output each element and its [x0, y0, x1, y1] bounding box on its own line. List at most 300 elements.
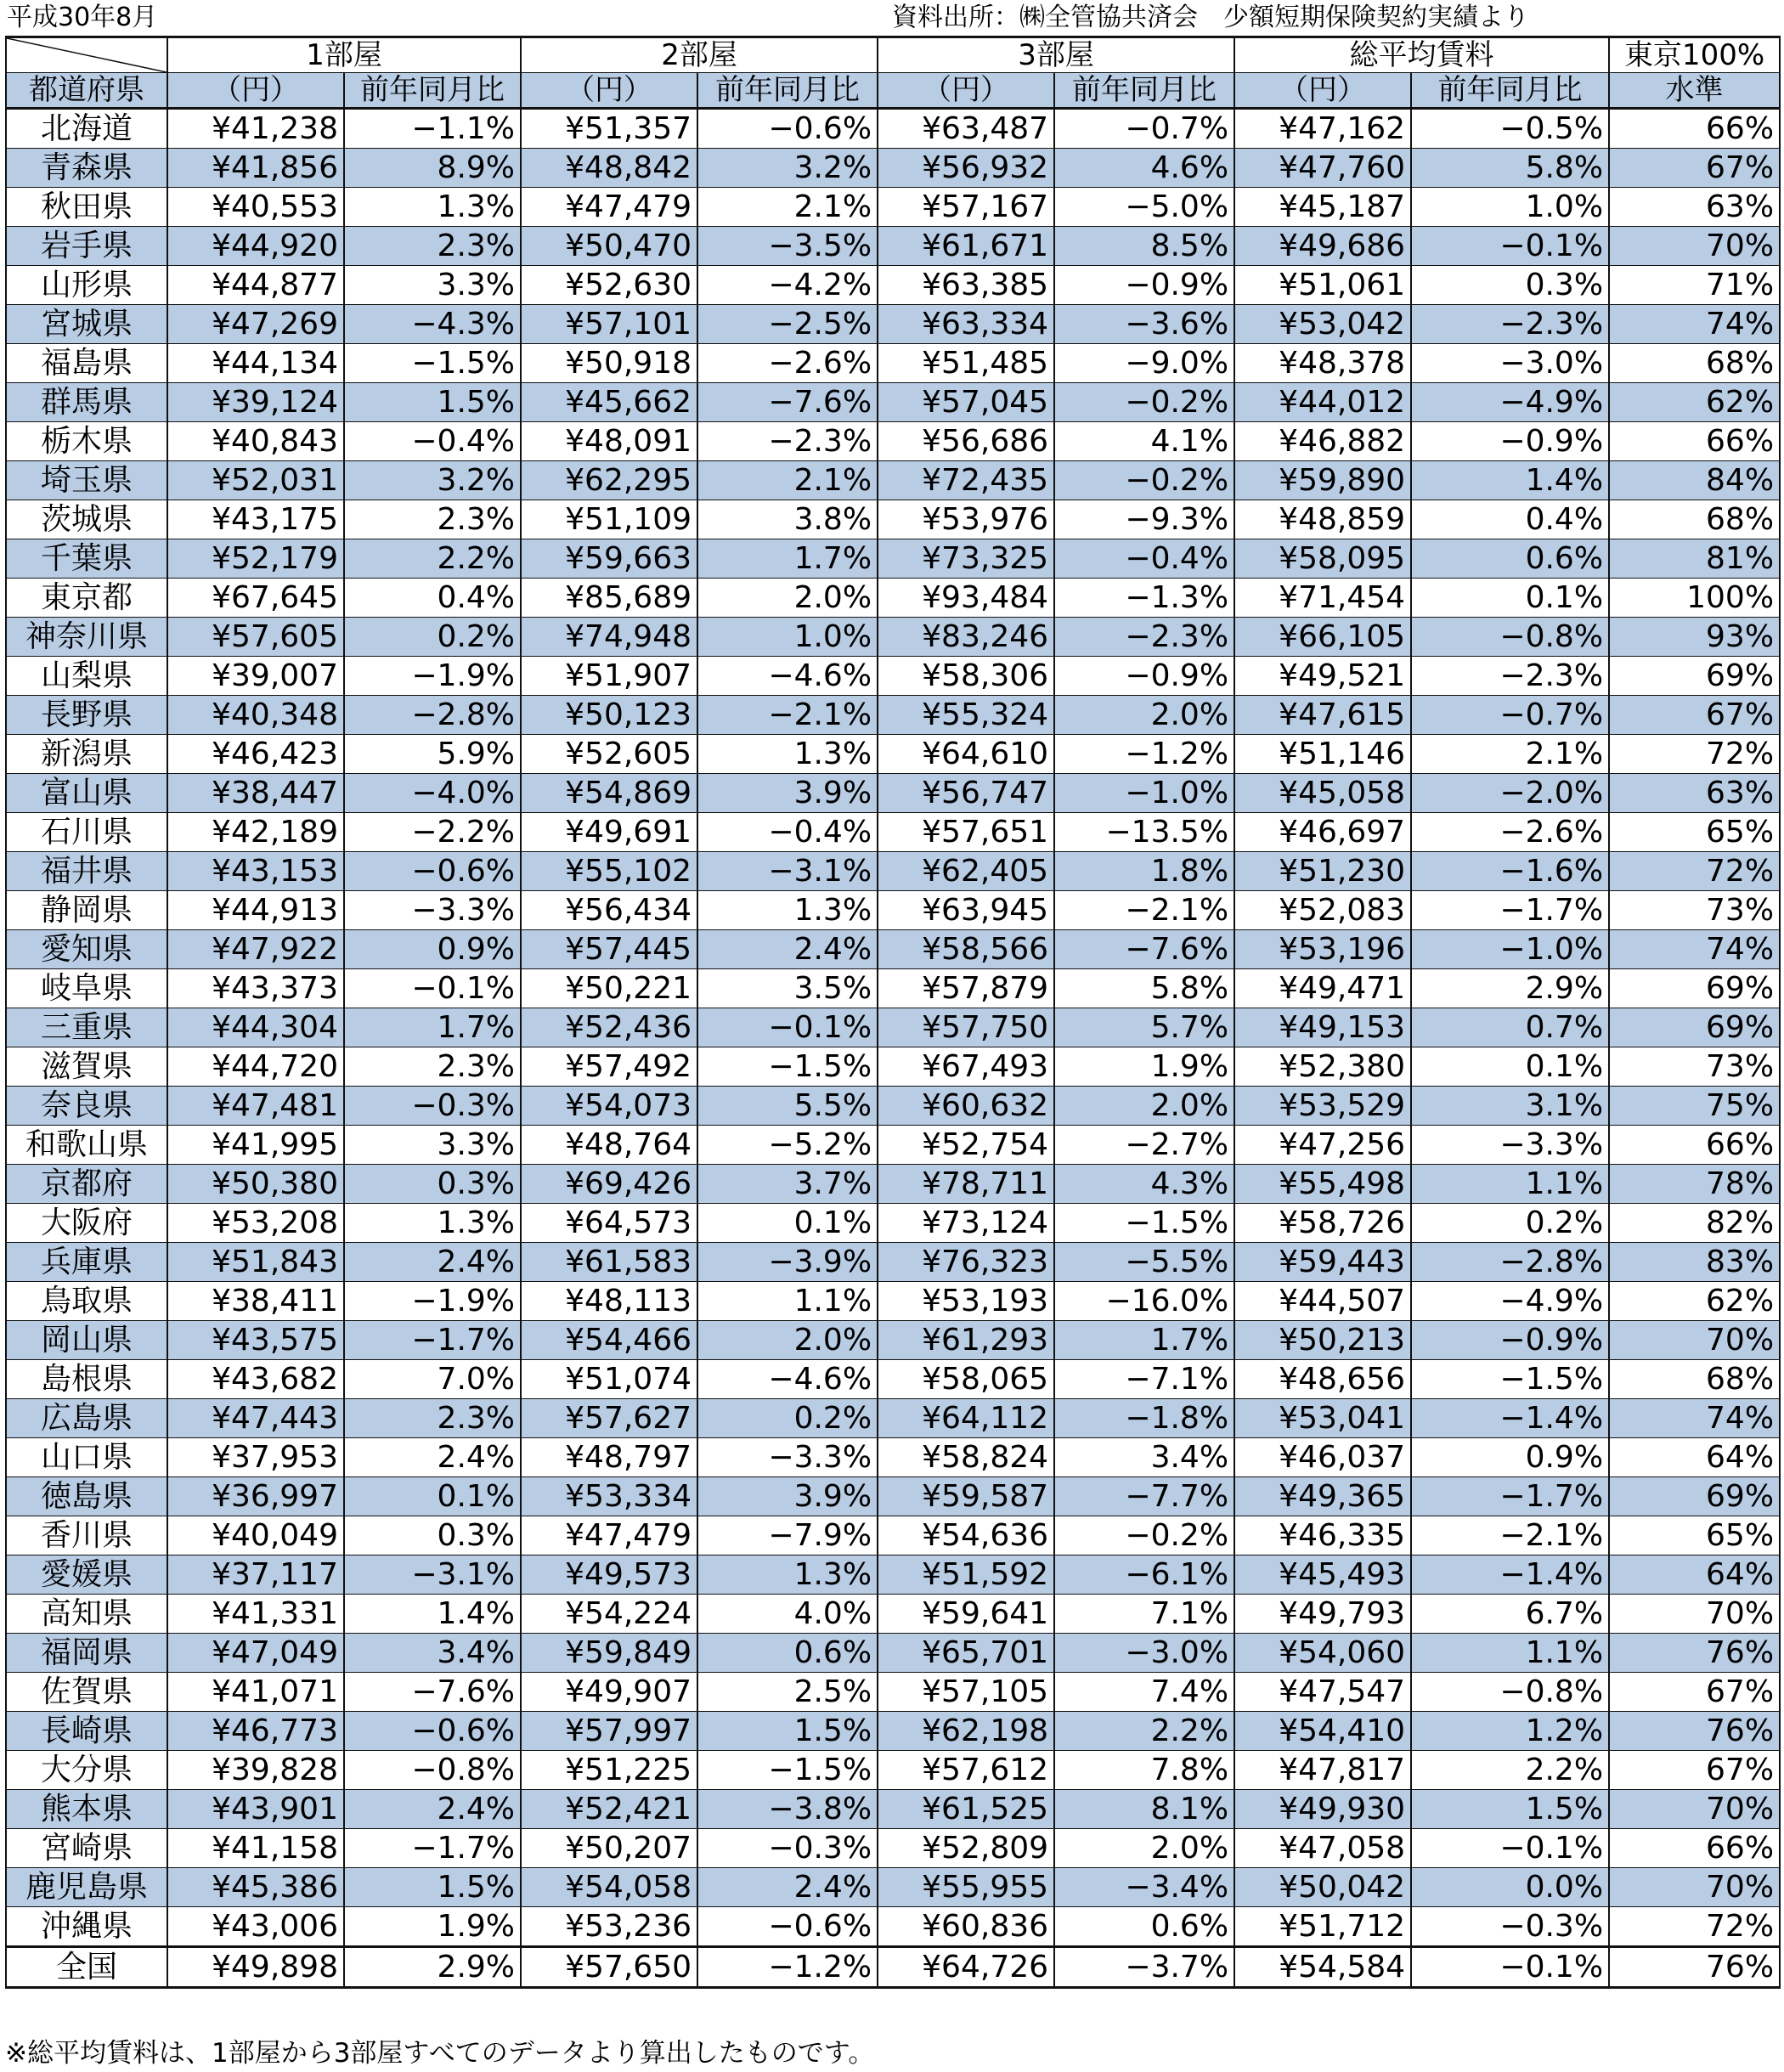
value-cell: −2.7%: [1054, 1126, 1234, 1165]
column-header: 前年同月比: [1411, 73, 1609, 109]
value-cell: ¥76,323: [878, 1243, 1054, 1282]
table-row: [6, 1047, 1780, 1087]
value-cell: 5.7%: [1054, 1008, 1234, 1047]
value-cell: ¥57,445: [521, 930, 697, 969]
value-cell: ¥61,671: [878, 227, 1054, 266]
value-cell: −3.8%: [697, 1790, 878, 1829]
value-cell: 76%: [1609, 1947, 1780, 1988]
value-cell: −2.3%: [1411, 657, 1609, 696]
value-cell: 2.3%: [344, 1399, 521, 1438]
value-cell: 2.0%: [1054, 696, 1234, 735]
prefecture-cell: 山梨県: [6, 657, 167, 696]
value-cell: ¥47,479: [521, 188, 697, 227]
value-cell: 7.8%: [1054, 1751, 1234, 1790]
value-cell: 0.1%: [344, 1477, 521, 1516]
value-cell: 66%: [1609, 1126, 1780, 1165]
value-cell: 2.0%: [1054, 1829, 1234, 1868]
value-cell: 82%: [1609, 1204, 1780, 1243]
value-cell: ¥41,995: [167, 1126, 344, 1165]
prefecture-cell: 奈良県: [6, 1087, 167, 1126]
value-cell: 2.4%: [344, 1438, 521, 1477]
value-cell: ¥83,246: [878, 618, 1054, 657]
value-cell: ¥56,747: [878, 774, 1054, 813]
value-cell: −0.1%: [344, 969, 521, 1008]
value-cell: 72%: [1609, 852, 1780, 891]
value-cell: −4.0%: [344, 774, 521, 813]
value-cell: −4.2%: [697, 266, 878, 305]
value-cell: −1.9%: [344, 657, 521, 696]
table-row: [6, 696, 1780, 735]
prefecture-cell: 茨城県: [6, 500, 167, 539]
prefecture-cell: 愛知県: [6, 930, 167, 969]
table-row: [6, 1673, 1780, 1712]
value-cell: −0.1%: [1411, 1947, 1609, 1988]
value-cell: −6.1%: [1054, 1555, 1234, 1595]
value-cell: ¥55,498: [1234, 1165, 1411, 1204]
value-cell: −0.4%: [697, 813, 878, 852]
value-cell: ¥53,529: [1234, 1087, 1411, 1126]
value-cell: ¥51,843: [167, 1243, 344, 1282]
value-cell: 1.4%: [1411, 461, 1609, 500]
value-cell: 1.0%: [1411, 188, 1609, 227]
value-cell: 1.9%: [1054, 1047, 1234, 1087]
value-cell: −3.1%: [697, 852, 878, 891]
value-cell: ¥46,423: [167, 735, 344, 774]
value-cell: −4.6%: [697, 657, 878, 696]
value-cell: 2.4%: [344, 1790, 521, 1829]
value-cell: −1.4%: [1411, 1555, 1609, 1595]
value-cell: 70%: [1609, 1790, 1780, 1829]
value-cell: 69%: [1609, 969, 1780, 1008]
value-cell: 1.5%: [697, 1712, 878, 1751]
value-cell: ¥46,697: [1234, 813, 1411, 852]
prefecture-cell: 京都府: [6, 1165, 167, 1204]
value-cell: ¥65,701: [878, 1634, 1054, 1673]
footnote: ※総平均賃料は、1部屋から3部屋すべてのデータより算出したものです。: [5, 2038, 875, 2069]
prefecture-cell: 香川県: [6, 1516, 167, 1555]
value-cell: ¥48,656: [1234, 1360, 1411, 1399]
table-row: [6, 657, 1780, 696]
value-cell: −3.1%: [344, 1555, 521, 1595]
value-cell: ¥50,123: [521, 696, 697, 735]
prefecture-cell: 富山県: [6, 774, 167, 813]
prefecture-cell: 長崎県: [6, 1712, 167, 1751]
value-cell: ¥43,682: [167, 1360, 344, 1399]
prefecture-cell: 大阪府: [6, 1204, 167, 1243]
value-cell: −3.9%: [697, 1243, 878, 1282]
value-cell: 63%: [1609, 774, 1780, 813]
value-cell: ¥55,324: [878, 696, 1054, 735]
value-cell: 70%: [1609, 1595, 1780, 1634]
column-header: （円）: [167, 73, 344, 109]
value-cell: 1.9%: [344, 1907, 521, 1947]
table-row: [6, 618, 1780, 657]
value-cell: ¥59,663: [521, 539, 697, 579]
prefecture-cell: 大分県: [6, 1751, 167, 1790]
prefecture-cell: 岩手県: [6, 227, 167, 266]
value-cell: −3.3%: [1411, 1126, 1609, 1165]
value-cell: 4.0%: [697, 1595, 878, 1634]
table-row: [6, 1516, 1780, 1555]
value-cell: ¥47,615: [1234, 696, 1411, 735]
value-cell: ¥57,879: [878, 969, 1054, 1008]
value-cell: 2.1%: [697, 188, 878, 227]
value-cell: ¥56,686: [878, 422, 1054, 461]
value-cell: ¥48,764: [521, 1126, 697, 1165]
prefecture-cell: 鹿児島県: [6, 1868, 167, 1907]
prefecture-cell: 福岡県: [6, 1634, 167, 1673]
value-cell: −0.2%: [1054, 461, 1234, 500]
value-cell: ¥40,049: [167, 1516, 344, 1555]
value-cell: 68%: [1609, 344, 1780, 383]
value-cell: 84%: [1609, 461, 1780, 500]
value-cell: 2.5%: [697, 1673, 878, 1712]
value-cell: ¥54,466: [521, 1321, 697, 1360]
value-cell: ¥44,920: [167, 227, 344, 266]
value-cell: ¥50,221: [521, 969, 697, 1008]
value-cell: 1.5%: [344, 1868, 521, 1907]
value-cell: 0.4%: [344, 579, 521, 618]
table-row: [6, 1360, 1780, 1399]
value-cell: −7.6%: [344, 1673, 521, 1712]
table-row: [6, 1243, 1780, 1282]
value-cell: ¥57,997: [521, 1712, 697, 1751]
value-cell: ¥64,610: [878, 735, 1054, 774]
table-row: [6, 1907, 1780, 1947]
value-cell: 0.6%: [697, 1634, 878, 1673]
value-cell: 1.4%: [344, 1595, 521, 1634]
value-cell: ¥49,898: [167, 1947, 344, 1988]
value-cell: 1.1%: [1411, 1634, 1609, 1673]
table-row: [6, 500, 1780, 539]
value-cell: 69%: [1609, 1477, 1780, 1516]
prefecture-cell: 栃木県: [6, 422, 167, 461]
table-row: [6, 774, 1780, 813]
value-cell: −16.0%: [1054, 1282, 1234, 1321]
value-cell: ¥61,525: [878, 1790, 1054, 1829]
value-cell: ¥74,948: [521, 618, 697, 657]
value-cell: ¥54,224: [521, 1595, 697, 1634]
value-cell: ¥45,493: [1234, 1555, 1411, 1595]
value-cell: ¥55,102: [521, 852, 697, 891]
value-cell: −3.7%: [1054, 1947, 1234, 1988]
value-cell: −1.7%: [1411, 1477, 1609, 1516]
value-cell: −4.6%: [697, 1360, 878, 1399]
value-cell: −2.2%: [344, 813, 521, 852]
value-cell: ¥51,907: [521, 657, 697, 696]
value-cell: 67%: [1609, 696, 1780, 735]
value-cell: ¥53,041: [1234, 1399, 1411, 1438]
table-row: [6, 1008, 1780, 1047]
prefecture-cell: 愛媛県: [6, 1555, 167, 1595]
value-cell: 3.9%: [697, 1477, 878, 1516]
value-cell: ¥48,859: [1234, 500, 1411, 539]
value-cell: ¥53,042: [1234, 305, 1411, 344]
value-cell: ¥38,447: [167, 774, 344, 813]
value-cell: 1.5%: [344, 383, 521, 422]
value-cell: 1.3%: [344, 188, 521, 227]
value-cell: 70%: [1609, 1321, 1780, 1360]
value-cell: −0.3%: [697, 1829, 878, 1868]
value-cell: 7.1%: [1054, 1595, 1234, 1634]
table-row: [6, 1829, 1780, 1868]
prefecture-cell: 福島県: [6, 344, 167, 383]
value-cell: 74%: [1609, 1399, 1780, 1438]
value-cell: 67%: [1609, 1673, 1780, 1712]
table-row: [6, 930, 1780, 969]
value-cell: −0.6%: [344, 852, 521, 891]
value-cell: ¥62,295: [521, 461, 697, 500]
value-cell: −9.0%: [1054, 344, 1234, 383]
prefecture-cell: 高知県: [6, 1595, 167, 1634]
value-cell: 0.3%: [344, 1165, 521, 1204]
value-cell: 69%: [1609, 1008, 1780, 1047]
table-row: [6, 461, 1780, 500]
value-cell: ¥57,492: [521, 1047, 697, 1087]
value-cell: ¥63,385: [878, 266, 1054, 305]
value-cell: −3.3%: [344, 891, 521, 930]
value-cell: −5.2%: [697, 1126, 878, 1165]
value-cell: −1.6%: [1411, 852, 1609, 891]
value-cell: 8.1%: [1054, 1790, 1234, 1829]
value-cell: 3.5%: [697, 969, 878, 1008]
value-cell: ¥45,386: [167, 1868, 344, 1907]
value-cell: ¥52,605: [521, 735, 697, 774]
prefecture-cell: 新潟県: [6, 735, 167, 774]
value-cell: ¥43,175: [167, 500, 344, 539]
value-cell: ¥63,487: [878, 109, 1054, 149]
value-cell: 1.5%: [1411, 1790, 1609, 1829]
value-cell: 0.1%: [697, 1204, 878, 1243]
value-cell: ¥54,869: [521, 774, 697, 813]
group-header: 3部屋: [878, 37, 1234, 73]
value-cell: 62%: [1609, 1282, 1780, 1321]
value-cell: 0.7%: [1411, 1008, 1609, 1047]
value-cell: 3.3%: [344, 1126, 521, 1165]
prefecture-cell: 岡山県: [6, 1321, 167, 1360]
table-row: [6, 344, 1780, 383]
value-cell: −0.9%: [1054, 657, 1234, 696]
value-cell: 2.2%: [344, 539, 521, 579]
value-cell: ¥51,230: [1234, 852, 1411, 891]
value-cell: ¥57,627: [521, 1399, 697, 1438]
value-cell: 70%: [1609, 227, 1780, 266]
value-cell: −2.3%: [697, 422, 878, 461]
value-cell: 3.8%: [697, 500, 878, 539]
column-header: 水準: [1609, 73, 1780, 109]
value-cell: ¥46,882: [1234, 422, 1411, 461]
group-header: 東京100%: [1609, 37, 1780, 73]
value-cell: ¥45,662: [521, 383, 697, 422]
value-cell: ¥59,587: [878, 1477, 1054, 1516]
prefecture-cell: 山形県: [6, 266, 167, 305]
value-cell: ¥57,750: [878, 1008, 1054, 1047]
value-cell: ¥49,471: [1234, 969, 1411, 1008]
value-cell: ¥50,470: [521, 227, 697, 266]
value-cell: 0.6%: [1054, 1907, 1234, 1947]
value-cell: 0.2%: [344, 618, 521, 657]
value-cell: ¥38,411: [167, 1282, 344, 1321]
value-cell: 0.9%: [1411, 1438, 1609, 1477]
value-cell: ¥41,071: [167, 1673, 344, 1712]
value-cell: ¥53,334: [521, 1477, 697, 1516]
value-cell: ¥64,112: [878, 1399, 1054, 1438]
value-cell: 1.1%: [697, 1282, 878, 1321]
value-cell: −3.5%: [697, 227, 878, 266]
value-cell: ¥69,426: [521, 1165, 697, 1204]
prefecture-cell: 広島県: [6, 1399, 167, 1438]
value-cell: ¥58,065: [878, 1360, 1054, 1399]
value-cell: ¥52,083: [1234, 891, 1411, 930]
value-cell: −0.1%: [697, 1008, 878, 1047]
table-row: [6, 891, 1780, 930]
table-body: [6, 109, 1780, 1988]
value-cell: ¥46,335: [1234, 1516, 1411, 1555]
value-cell: ¥93,484: [878, 579, 1054, 618]
value-cell: ¥39,124: [167, 383, 344, 422]
prefecture-cell: 宮城県: [6, 305, 167, 344]
value-cell: 70%: [1609, 1868, 1780, 1907]
value-cell: −1.1%: [344, 109, 521, 149]
value-cell: 4.1%: [1054, 422, 1234, 461]
value-cell: ¥52,179: [167, 539, 344, 579]
table-row: [6, 1282, 1780, 1321]
value-cell: ¥57,167: [878, 188, 1054, 227]
value-cell: ¥51,225: [521, 1751, 697, 1790]
value-cell: ¥47,256: [1234, 1126, 1411, 1165]
value-cell: 0.3%: [344, 1516, 521, 1555]
value-cell: 5.8%: [1054, 969, 1234, 1008]
value-cell: ¥58,824: [878, 1438, 1054, 1477]
value-cell: ¥42,189: [167, 813, 344, 852]
value-cell: ¥54,060: [1234, 1634, 1411, 1673]
value-cell: ¥47,547: [1234, 1673, 1411, 1712]
value-cell: 1.3%: [697, 1555, 878, 1595]
value-cell: ¥67,493: [878, 1047, 1054, 1087]
group-header: 1部屋: [167, 37, 521, 73]
value-cell: ¥52,031: [167, 461, 344, 500]
value-cell: 8.5%: [1054, 227, 1234, 266]
value-cell: −0.7%: [1411, 696, 1609, 735]
value-cell: −0.5%: [1411, 109, 1609, 149]
value-cell: −0.2%: [1054, 1516, 1234, 1555]
value-cell: −3.6%: [1054, 305, 1234, 344]
value-cell: −1.3%: [1054, 579, 1234, 618]
diagonal-line: [7, 38, 167, 72]
value-cell: −0.6%: [697, 1907, 878, 1947]
value-cell: ¥62,198: [878, 1712, 1054, 1751]
value-cell: −0.4%: [344, 422, 521, 461]
title-bar: [0, 0, 1784, 36]
value-cell: ¥39,828: [167, 1751, 344, 1790]
value-cell: ¥43,373: [167, 969, 344, 1008]
value-cell: −4.9%: [1411, 1282, 1609, 1321]
value-cell: 69%: [1609, 657, 1780, 696]
value-cell: −2.5%: [697, 305, 878, 344]
value-cell: 2.9%: [1411, 969, 1609, 1008]
value-cell: 76%: [1609, 1634, 1780, 1673]
value-cell: −7.6%: [1054, 930, 1234, 969]
column-header: （円）: [878, 73, 1054, 109]
value-cell: ¥54,058: [521, 1868, 697, 1907]
table-row: [6, 227, 1780, 266]
value-cell: ¥44,507: [1234, 1282, 1411, 1321]
value-cell: −2.0%: [1411, 774, 1609, 813]
value-cell: ¥52,421: [521, 1790, 697, 1829]
value-cell: −1.7%: [344, 1321, 521, 1360]
value-cell: 0.9%: [344, 930, 521, 969]
value-cell: ¥57,650: [521, 1947, 697, 1988]
value-cell: ¥51,074: [521, 1360, 697, 1399]
prefecture-cell: 佐賀県: [6, 1673, 167, 1712]
value-cell: −1.2%: [697, 1947, 878, 1988]
value-cell: ¥61,293: [878, 1321, 1054, 1360]
column-header: （円）: [1234, 73, 1411, 109]
value-cell: ¥60,632: [878, 1087, 1054, 1126]
value-cell: ¥40,553: [167, 188, 344, 227]
prefecture-cell: 青森県: [6, 149, 167, 188]
value-cell: ¥52,754: [878, 1126, 1054, 1165]
value-cell: −3.0%: [1411, 344, 1609, 383]
value-cell: ¥46,037: [1234, 1438, 1411, 1477]
prefecture-cell: 熊本県: [6, 1790, 167, 1829]
value-cell: −1.9%: [344, 1282, 521, 1321]
value-cell: −0.2%: [1054, 383, 1234, 422]
value-cell: −2.3%: [1411, 305, 1609, 344]
value-cell: ¥53,208: [167, 1204, 344, 1243]
column-header: 前年同月比: [1054, 73, 1234, 109]
value-cell: ¥52,630: [521, 266, 697, 305]
value-cell: −0.1%: [1411, 1829, 1609, 1868]
value-cell: ¥36,997: [167, 1477, 344, 1516]
value-cell: ¥58,306: [878, 657, 1054, 696]
value-cell: −4.9%: [1411, 383, 1609, 422]
value-cell: ¥41,158: [167, 1829, 344, 1868]
value-cell: −1.0%: [1054, 774, 1234, 813]
data-source: 資料出所：㈱全管協共済会 少額短期保険契約実績より: [892, 3, 1529, 32]
value-cell: ¥57,612: [878, 1751, 1054, 1790]
value-cell: ¥63,334: [878, 305, 1054, 344]
value-cell: 1.0%: [697, 618, 878, 657]
value-cell: 3.1%: [1411, 1087, 1609, 1126]
value-cell: ¥57,045: [878, 383, 1054, 422]
value-cell: −9.3%: [1054, 500, 1234, 539]
value-cell: 2.1%: [1411, 735, 1609, 774]
table-row: [6, 305, 1780, 344]
value-cell: ¥44,304: [167, 1008, 344, 1047]
value-cell: ¥44,877: [167, 266, 344, 305]
prefecture-cell: 北海道: [6, 109, 167, 149]
prefecture-cell: 埼玉県: [6, 461, 167, 500]
value-cell: ¥64,726: [878, 1947, 1054, 1988]
table-row: [6, 1555, 1780, 1595]
value-cell: −5.5%: [1054, 1243, 1234, 1282]
value-cell: ¥56,932: [878, 149, 1054, 188]
value-cell: ¥39,007: [167, 657, 344, 696]
value-cell: 2.3%: [344, 500, 521, 539]
value-cell: 76%: [1609, 1712, 1780, 1751]
value-cell: ¥48,842: [521, 149, 697, 188]
prefecture-cell: 神奈川県: [6, 618, 167, 657]
value-cell: −1.5%: [1054, 1204, 1234, 1243]
value-cell: ¥47,817: [1234, 1751, 1411, 1790]
value-cell: ¥49,521: [1234, 657, 1411, 696]
value-cell: 83%: [1609, 1243, 1780, 1282]
value-cell: ¥51,712: [1234, 1907, 1411, 1947]
value-cell: −2.1%: [1054, 891, 1234, 930]
value-cell: ¥63,945: [878, 891, 1054, 930]
value-cell: 0.1%: [1411, 1047, 1609, 1087]
